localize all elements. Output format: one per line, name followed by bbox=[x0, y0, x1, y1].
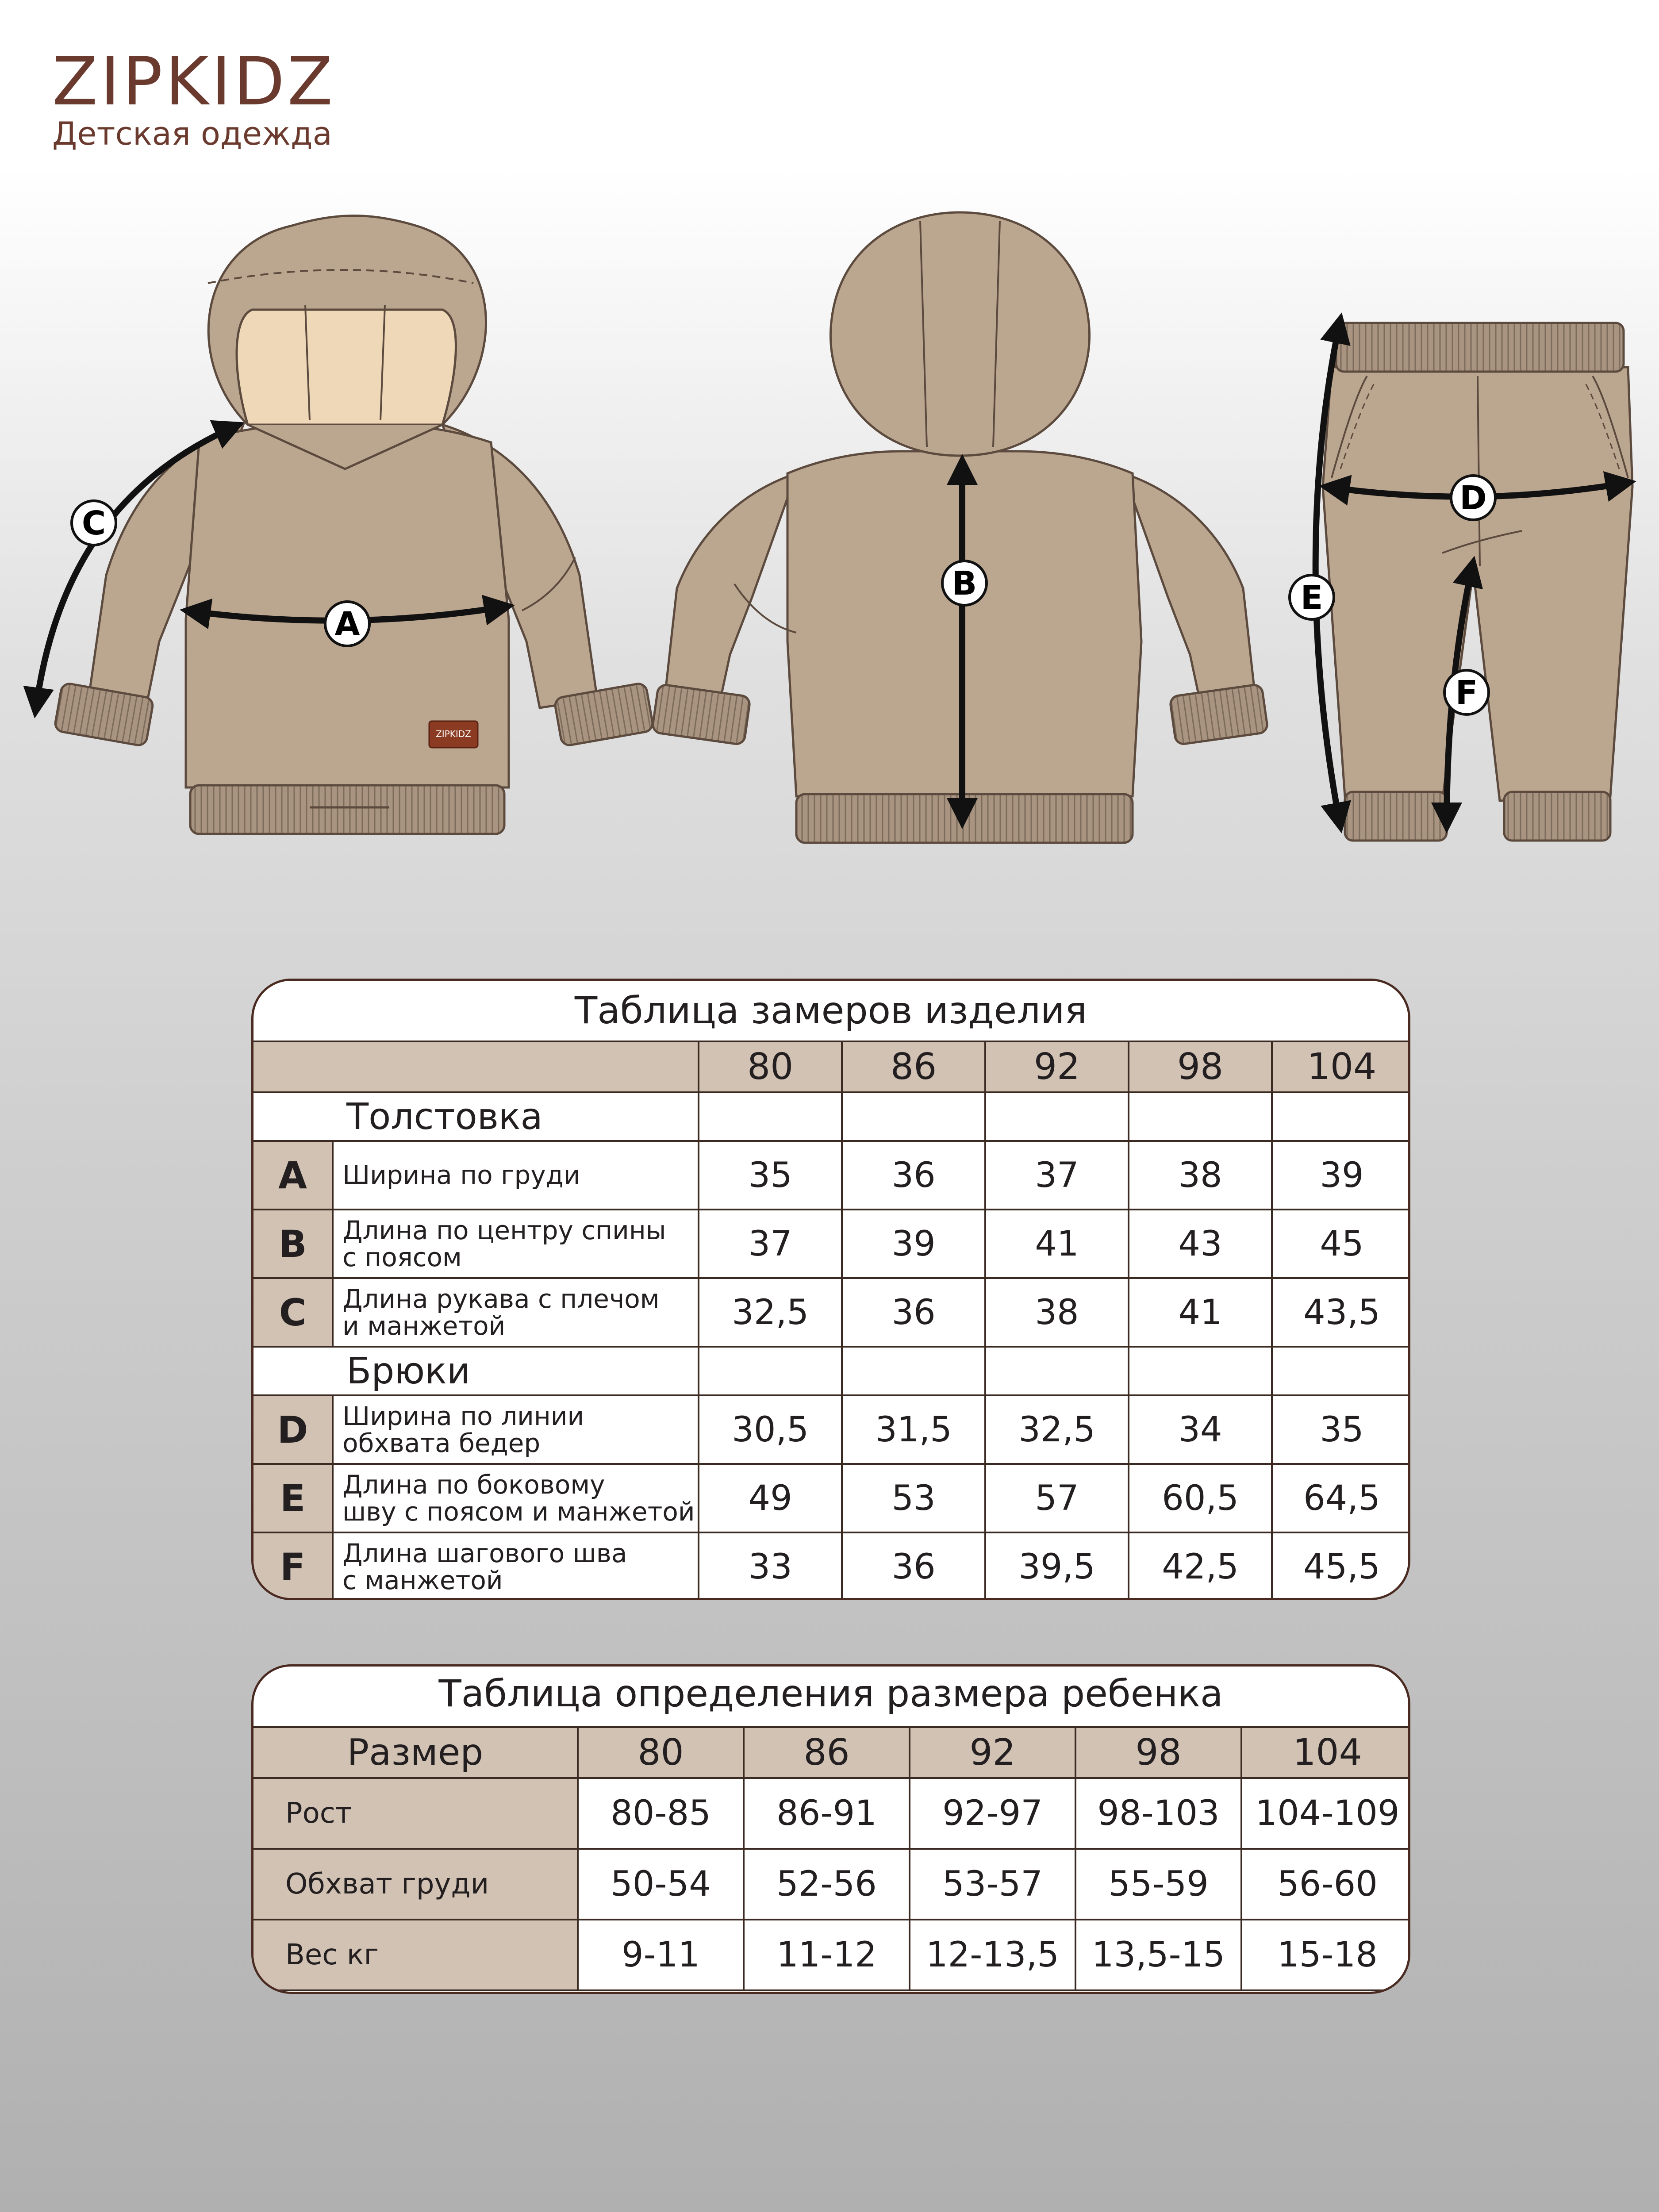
row-value: 36 bbox=[842, 1278, 985, 1347]
size-header-label: Размер bbox=[253, 1727, 578, 1778]
size-header: 86 bbox=[744, 1727, 910, 1778]
measure-size: 104 bbox=[1272, 1041, 1410, 1092]
row-letter: C bbox=[253, 1278, 333, 1347]
section-row bbox=[253, 1347, 1410, 1395]
row-label-line: обхвата бедер bbox=[342, 1428, 541, 1458]
label-e: E bbox=[1300, 579, 1323, 617]
row-label bbox=[333, 1395, 699, 1464]
garment-diagram bbox=[0, 186, 1659, 858]
row-label bbox=[333, 1278, 699, 1347]
size-table bbox=[252, 1726, 1410, 1991]
row-value: 64,5 bbox=[1272, 1464, 1410, 1532]
size-row-value: 55-59 bbox=[1075, 1849, 1241, 1920]
row-value: 38 bbox=[985, 1278, 1129, 1347]
row-value: 34 bbox=[1129, 1395, 1272, 1464]
row-value: 53 bbox=[842, 1464, 985, 1532]
size-row-value: 9-11 bbox=[578, 1920, 744, 1990]
row-value: 35 bbox=[1272, 1395, 1410, 1464]
size-row-value: 52-56 bbox=[744, 1849, 910, 1920]
size-row-value: 15-18 bbox=[1241, 1920, 1410, 1990]
row-value: 31,5 bbox=[842, 1395, 985, 1464]
size-row-value: 53-57 bbox=[910, 1849, 1075, 1920]
size-row-value: 98-103 bbox=[1075, 1778, 1241, 1849]
size-table-title: Таблица определения размера ребенка bbox=[438, 1672, 1223, 1715]
table-row bbox=[253, 1278, 1410, 1347]
size-row-value: 50-54 bbox=[578, 1849, 744, 1920]
size-row-value: 92-97 bbox=[910, 1778, 1075, 1849]
row-label bbox=[333, 1532, 699, 1600]
table-row bbox=[253, 1849, 1410, 1920]
size-table-header bbox=[253, 1727, 1410, 1778]
row-label bbox=[333, 1141, 699, 1210]
row-value: 43,5 bbox=[1272, 1278, 1410, 1347]
measure-table-title: Таблица замеров изделия bbox=[574, 989, 1087, 1032]
row-label-line: и манжетой bbox=[342, 1310, 506, 1341]
row-value: 41 bbox=[1129, 1278, 1272, 1347]
brand-tagline: Детская одежда bbox=[52, 115, 332, 152]
row-value: 60,5 bbox=[1129, 1464, 1272, 1532]
table-row bbox=[253, 1464, 1410, 1532]
row-label bbox=[333, 1210, 699, 1278]
row-label-line: Ширина по груди bbox=[342, 1160, 580, 1190]
measure-table-box bbox=[251, 979, 1410, 1600]
label-b: B bbox=[952, 565, 977, 603]
row-label-line: Длина шагового шва bbox=[342, 1538, 627, 1568]
row-value: 45 bbox=[1272, 1210, 1410, 1278]
table-row bbox=[253, 1920, 1410, 1990]
row-value: 36 bbox=[842, 1532, 985, 1600]
row-label bbox=[333, 1464, 699, 1532]
label-f: F bbox=[1455, 674, 1478, 712]
table-row bbox=[253, 1141, 1410, 1210]
size-header: 80 bbox=[578, 1727, 744, 1778]
row-label-line: шву с поясом и манжетой bbox=[342, 1496, 695, 1527]
row-label-line: Длина рукава с плечом bbox=[342, 1283, 660, 1314]
section-row bbox=[253, 1092, 1410, 1141]
measure-size: 98 bbox=[1129, 1041, 1272, 1092]
row-value: 32,5 bbox=[985, 1395, 1129, 1464]
row-label-line: Длина по боковому bbox=[342, 1469, 605, 1500]
size-row-value: 12-13,5 bbox=[910, 1920, 1075, 1990]
measure-table bbox=[252, 1041, 1410, 1600]
pants bbox=[1323, 323, 1632, 841]
row-value: 45,5 bbox=[1272, 1532, 1410, 1600]
row-value: 39 bbox=[842, 1210, 985, 1278]
row-value: 32,5 bbox=[699, 1278, 842, 1347]
row-letter: D bbox=[253, 1395, 333, 1464]
size-row-label: Обхват груди bbox=[253, 1849, 578, 1920]
size-row-label: Вес кг bbox=[253, 1920, 578, 1990]
section-title: Брюки bbox=[253, 1347, 699, 1395]
row-value: 41 bbox=[985, 1210, 1129, 1278]
measure-size: 86 bbox=[842, 1041, 985, 1092]
row-value: 33 bbox=[699, 1532, 842, 1600]
size-row-value: 11-12 bbox=[744, 1920, 910, 1990]
size-row-value: 56-60 bbox=[1241, 1849, 1410, 1920]
measure-size: 92 bbox=[985, 1041, 1129, 1092]
size-row-value: 13,5-15 bbox=[1075, 1920, 1241, 1990]
row-value: 39,5 bbox=[985, 1532, 1129, 1600]
row-value: 36 bbox=[842, 1141, 985, 1210]
measure-header-blank bbox=[253, 1041, 699, 1092]
tag-text: ZIPKIDZ bbox=[436, 729, 471, 739]
row-letter: F bbox=[253, 1532, 333, 1600]
size-row-value: 80-85 bbox=[578, 1778, 744, 1849]
row-value: 42,5 bbox=[1129, 1532, 1272, 1600]
row-value: 37 bbox=[985, 1141, 1129, 1210]
table-row bbox=[253, 1395, 1410, 1464]
table-row bbox=[253, 1532, 1410, 1600]
size-row-value: 104-109 bbox=[1241, 1778, 1410, 1849]
row-letter: B bbox=[253, 1210, 333, 1278]
measure-size: 80 bbox=[699, 1041, 842, 1092]
label-c: C bbox=[81, 504, 106, 542]
size-header: 92 bbox=[910, 1727, 1075, 1778]
row-label-line: с поясом bbox=[342, 1242, 462, 1272]
hoodie-front bbox=[54, 216, 654, 834]
table-row bbox=[253, 1210, 1410, 1278]
row-value: 35 bbox=[699, 1141, 842, 1210]
measure-size-header bbox=[253, 1041, 1410, 1092]
size-header: 104 bbox=[1241, 1727, 1410, 1778]
row-value: 43 bbox=[1129, 1210, 1272, 1278]
label-d: D bbox=[1459, 479, 1487, 517]
size-row-label: Рост bbox=[253, 1778, 578, 1849]
brand-block bbox=[52, 43, 336, 152]
row-value: 57 bbox=[985, 1464, 1129, 1532]
label-a: A bbox=[334, 605, 360, 643]
row-label-line: с манжетой bbox=[342, 1565, 503, 1595]
size-header: 98 bbox=[1075, 1727, 1241, 1778]
section-title: Толстовка bbox=[253, 1092, 699, 1141]
row-label-line: Ширина по линии bbox=[342, 1401, 584, 1431]
row-value: 30,5 bbox=[699, 1395, 842, 1464]
row-label-line: Длина по центру спины bbox=[342, 1215, 666, 1245]
row-value: 37 bbox=[699, 1210, 842, 1278]
row-value: 38 bbox=[1129, 1141, 1272, 1210]
table-row bbox=[253, 1778, 1410, 1849]
row-letter: A bbox=[253, 1141, 333, 1210]
row-value: 49 bbox=[699, 1464, 842, 1532]
row-value: 39 bbox=[1272, 1141, 1410, 1210]
row-letter: E bbox=[253, 1464, 333, 1532]
size-row-value: 86-91 bbox=[744, 1778, 910, 1849]
brand-name: ZIPKIDZ bbox=[52, 43, 336, 120]
size-table-box bbox=[251, 1664, 1410, 1994]
